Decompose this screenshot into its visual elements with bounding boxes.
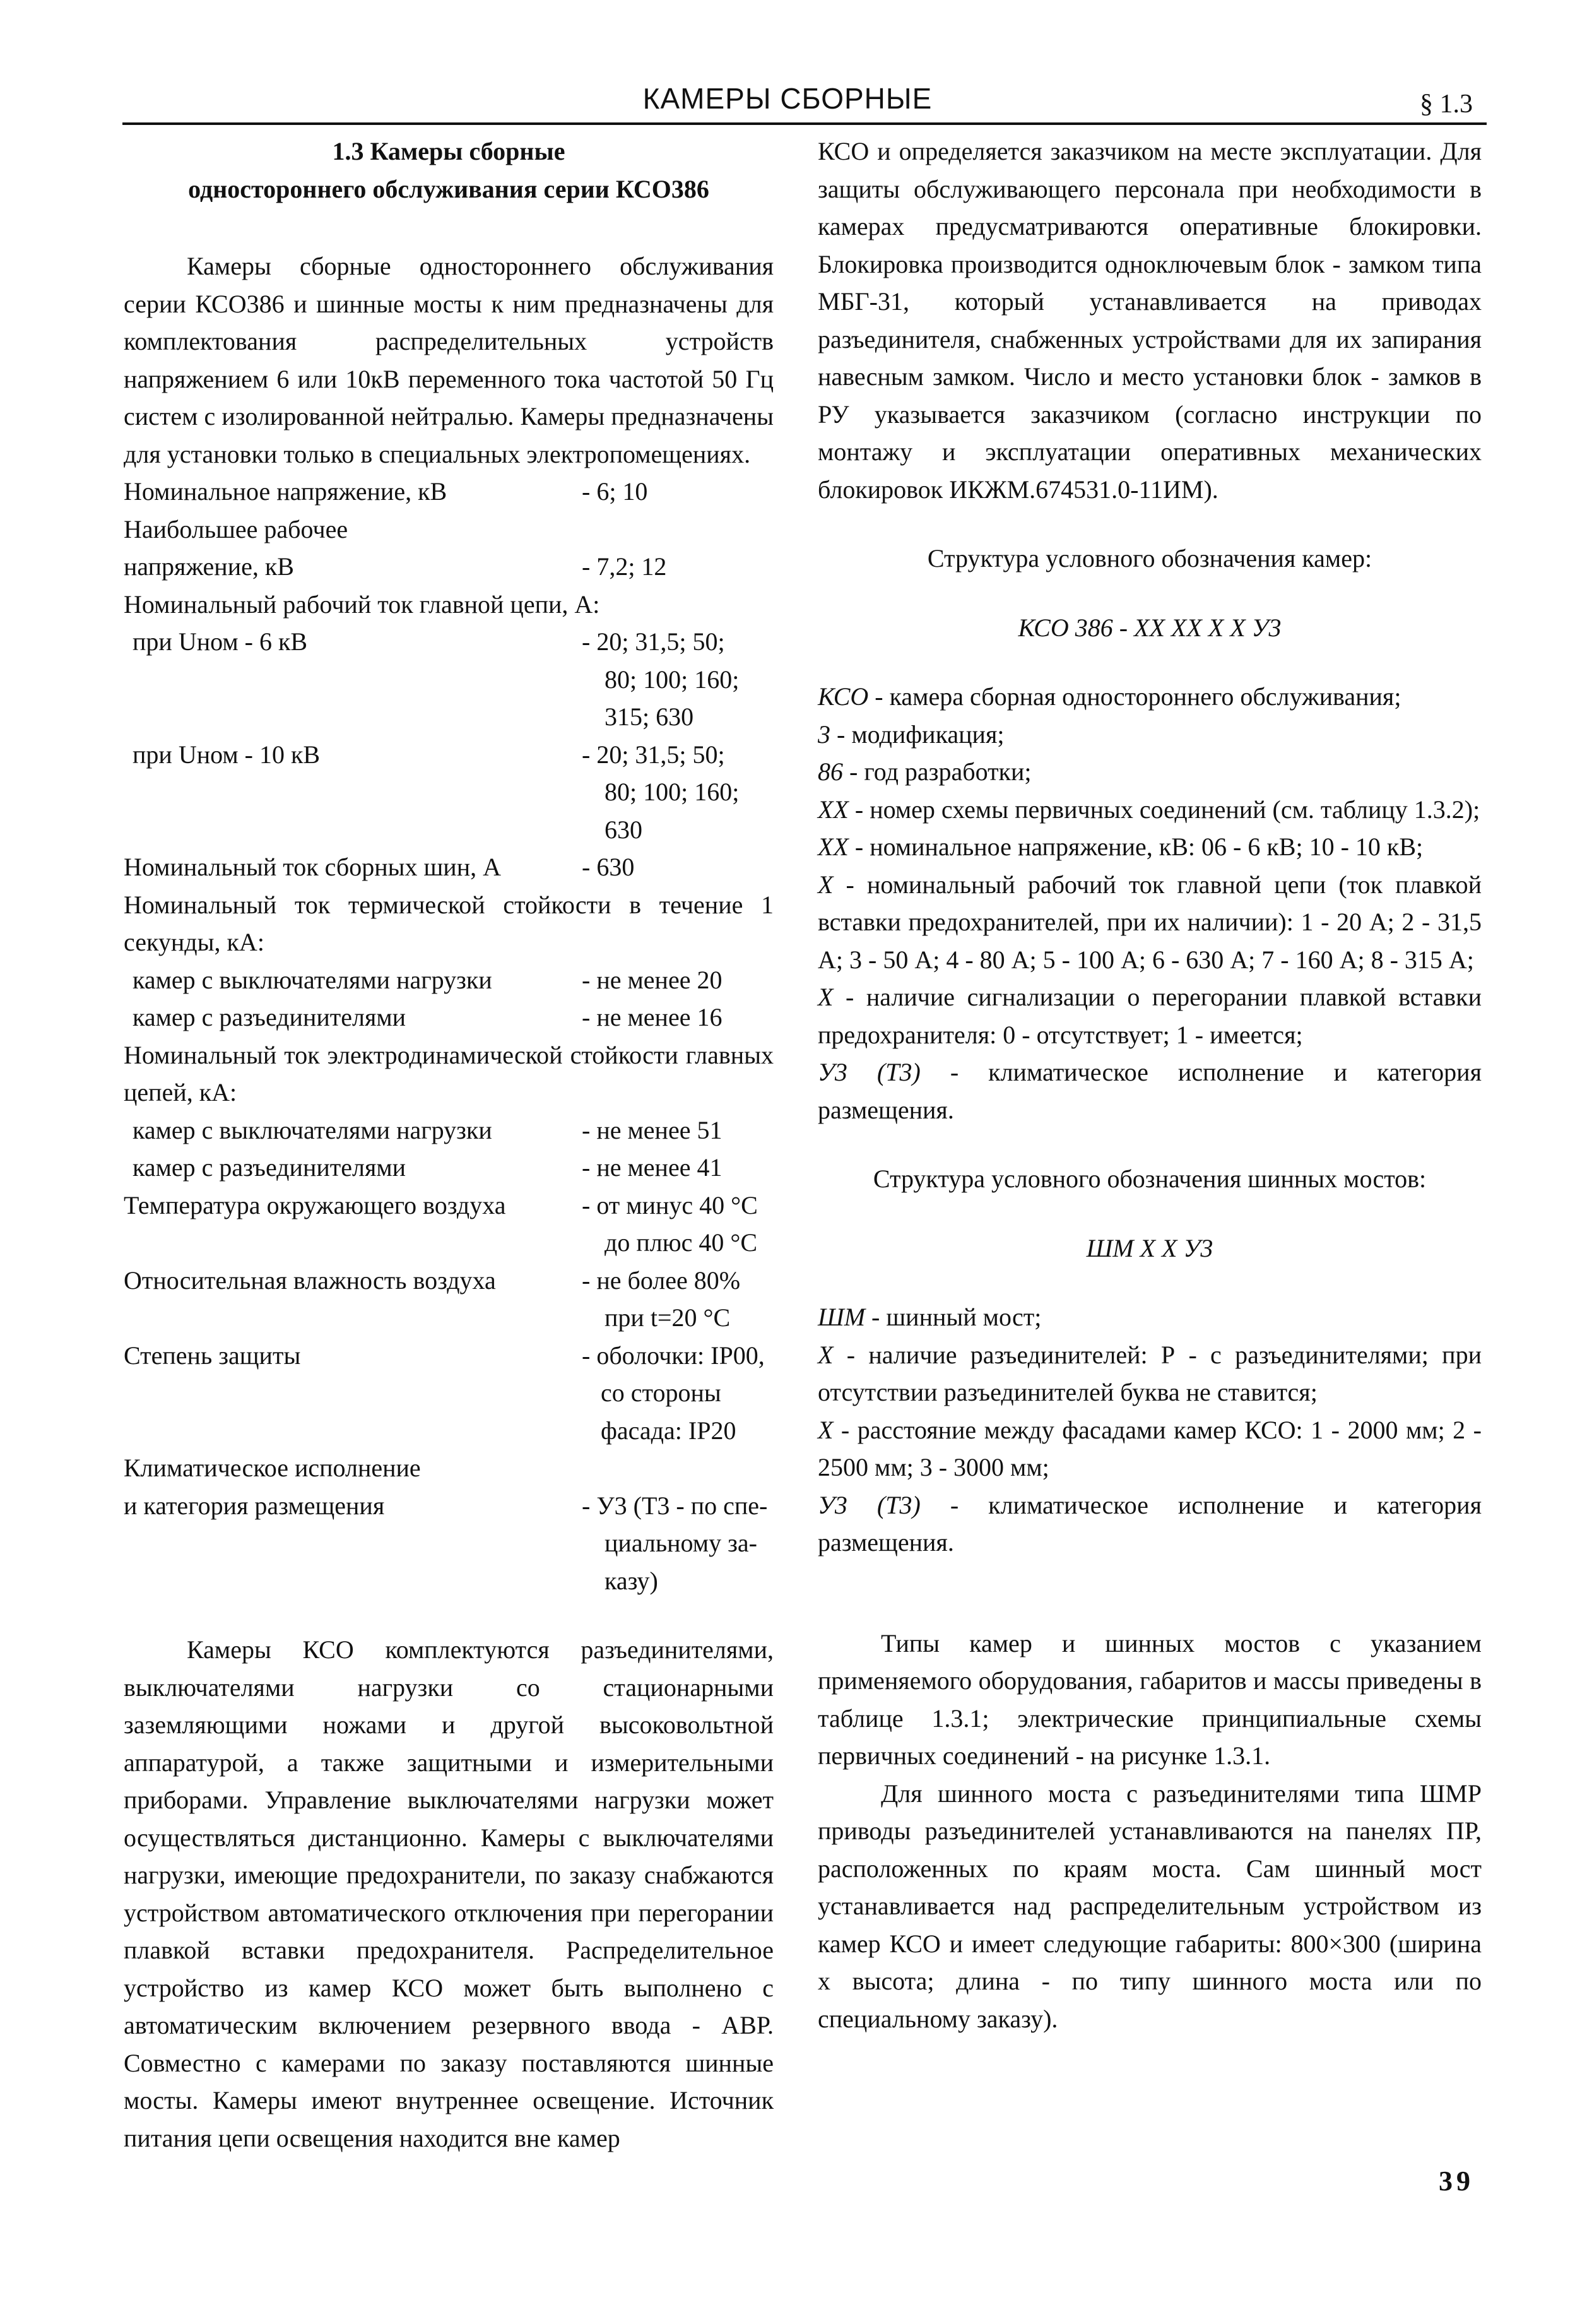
spec-value: [582, 623, 774, 736]
spec-row: [124, 1149, 774, 1187]
legend-text: - расстояние между фасадами камер КСО: 1 - 2000 мм; 2 - 2500 мм; 3 - 3000 мм;: [818, 1415, 1482, 1481]
spacer: [818, 1562, 1482, 1593]
spec-label: Номинальное напряжение, кВ: [124, 477, 447, 506]
legend-item: [818, 791, 1482, 829]
spec-label: Номинальный рабочий ток главной цепи, А:: [124, 590, 600, 619]
intro-paragraph: Камеры сборные одностороннего обслуживания серии КСО386 и шинные мосты к ним предназначены для комплектования распределительных устройств напряжением 6 или 10кВ переменного тока частотой 50 Гц систем с изолированной нейтралью. Камеры предназначены для установки только в специальных электропомещениях.: [124, 252, 774, 468]
structure-title-cameras: Структура условного обозначения камер:: [927, 544, 1372, 572]
spec-value-line: - 20; 31,5; 50;: [582, 627, 725, 656]
section-heading-line1: 1.3 Камеры сборные: [332, 137, 565, 165]
spec-value-line: при t=20 °С: [605, 1303, 731, 1332]
spec-row: [124, 848, 774, 886]
spec-value-line: - У3 (Т3 - по спе-: [582, 1491, 768, 1520]
spec-table: [124, 473, 774, 1599]
spec-value: - 630: [582, 853, 635, 881]
legend-term: 3: [818, 720, 830, 749]
spec-value: - не менее 16: [582, 1003, 723, 1031]
spec-value: [582, 1337, 774, 1450]
spec-label: Номинальный ток термической стойкости в течение 1 секунды, кА:: [124, 890, 774, 956]
spec-label: Степень защиты: [124, 1341, 301, 1370]
spec-row: [124, 736, 774, 849]
designation-legend-bridges: [818, 1298, 1482, 1562]
running-header-title: КАМЕРЫ СБОРНЫЕ: [642, 82, 933, 115]
legend-term: 86: [818, 757, 843, 786]
spec-label: Наибольшее рабочее: [124, 514, 348, 543]
spec-value-line: - оболочки: IP00,: [582, 1341, 765, 1370]
spec-row: [124, 1036, 774, 1112]
spec-value-line: 80; 100; 160;: [605, 778, 740, 806]
spec-row: [124, 1487, 774, 1600]
legend-item: [818, 1336, 1482, 1411]
spec-value-line: циальному за-: [605, 1529, 757, 1557]
legend-term: ХХ: [818, 833, 849, 861]
legend-item: [818, 1298, 1482, 1336]
spacer: [124, 1599, 774, 1631]
spec-value-line: - от минус 40 °С: [582, 1190, 758, 1219]
spec-label: Номинальный ток электродинамической стойкости главных цепей, кА:: [124, 1040, 774, 1106]
legend-text: - год разработки;: [843, 757, 1032, 786]
spec-value-line: 315; 630: [605, 703, 694, 731]
legend-text: - климатическое исполнение и категория размещения.: [818, 1490, 1482, 1556]
spec-row: [124, 1449, 774, 1487]
legend-text: - климатическое исполнение и категория размещения.: [818, 1058, 1482, 1124]
spacer: [818, 1267, 1482, 1298]
spec-row: [124, 961, 774, 999]
legend-item: [818, 678, 1482, 716]
continuation-paragraph: КСО и определяется заказчиком на месте эксплуатации. Для защиты обслуживающего персонала при необходимости в камерах предусматриваются оперативные блокировки. Блокировка производится одноключевым блок - замком типа МБГ-31, который устанавливается на приводах разъединителя, снабженных устройствами для их запирания навесным замком. Число и место установки блок - замков в РУ указывается заказчиком (согласно инструкции по монтажу и эксплуатации оперативных механических блокировок ИКЖМ.674531.0-11ИМ).: [818, 137, 1482, 504]
left-column: [124, 133, 774, 2157]
legend-term: Х: [818, 1340, 834, 1369]
legend-text: - номинальный рабочий ток главной цепи (ток плавкой вставки предохранителей, при их наличии): 1 - 20 А; 2 - 31,5 А; 3 - 50 А; 4 - 80 А; 5 - 100 А; 6 - 630 А; 7 - 160 А; 8 - 315 А;: [818, 870, 1482, 974]
legend-item: [818, 1053, 1482, 1129]
legend-item: [818, 716, 1482, 754]
section-heading: [124, 133, 774, 208]
spacer: [818, 646, 1482, 678]
legend-item: [818, 828, 1482, 866]
spec-label: камер с выключателями нагрузки: [133, 965, 492, 994]
legend-text: - номер схемы первичных соединений (см. таблицу 1.3.2);: [848, 795, 1480, 824]
legend-item: [818, 1486, 1482, 1562]
spec-label: камер с выключателями нагрузки: [133, 1115, 492, 1144]
spacer: [818, 578, 1482, 609]
spec-label: при Uном - 10 кВ: [133, 740, 321, 769]
legend-term: Х: [818, 983, 834, 1011]
spec-value: [582, 1187, 774, 1262]
designation-formula-bridges: ШМ Х Х У3: [1086, 1233, 1213, 1262]
spec-row: [124, 548, 774, 586]
spacer: [818, 508, 1482, 540]
right-column: [818, 133, 1482, 2037]
legend-text: - номинальное напряжение, кВ: 06 - 6 кВ; 10 - 10 кВ;: [848, 833, 1424, 861]
section-heading-line2: одностороннего обслуживания серии КСО386: [188, 175, 709, 203]
spec-value: [582, 1262, 774, 1337]
spec-row: [124, 1262, 774, 1337]
spec-row: [124, 886, 774, 961]
spec-row: [124, 1337, 774, 1450]
legend-item: [818, 1411, 1482, 1486]
spec-value-line: 630: [605, 815, 642, 844]
spec-value-line: до плюс 40 °С: [605, 1228, 758, 1257]
header-rule: [122, 122, 1487, 125]
spec-row: [124, 1187, 774, 1262]
legend-term: Х: [818, 870, 834, 899]
designation-formula-cameras: КСО 386 - ХХ ХХ Х Х У3: [1018, 613, 1282, 642]
spec-value: [582, 1487, 774, 1600]
legend-text: - шинный мост;: [865, 1303, 1042, 1331]
legend-term: КСО: [818, 682, 869, 711]
spec-row: [124, 586, 774, 624]
spacer: [818, 1129, 1482, 1160]
legend-text: - наличие разъединителей: Р - с разъединителями; при отсутствии разъединителей буква не ставится;: [818, 1340, 1482, 1406]
spec-row: [124, 473, 774, 511]
spacer: [818, 1593, 1482, 1625]
spec-value-line: казу): [605, 1566, 658, 1595]
spec-value: [582, 736, 774, 849]
legend-term: ШМ: [818, 1303, 866, 1331]
spec-value-line: фасада: IP20: [601, 1416, 736, 1445]
spec-label: при Uном - 6 кВ: [133, 627, 308, 656]
spec-value: - не менее 41: [582, 1153, 723, 1182]
spec-label: и категория размещения: [124, 1491, 385, 1520]
legend-item: [818, 978, 1482, 1053]
spec-value: - 7,2; 12: [582, 552, 667, 581]
spec-value-line: - не более 80%: [582, 1266, 741, 1295]
legend-term: Х: [818, 1415, 834, 1444]
spec-label: камер с разъединителями: [133, 1003, 406, 1031]
running-header-section: § 1.3: [1420, 90, 1473, 119]
spec-label: Номинальный ток сборных шин, А: [124, 853, 502, 881]
legend-term: ХХ: [818, 795, 849, 824]
spec-label: напряжение, кВ: [124, 552, 294, 581]
legend-term: У3 (Т3): [818, 1058, 921, 1086]
designation-legend-cameras: [818, 678, 1482, 1129]
spec-row: [124, 623, 774, 736]
busbar-bridge-paragraph: Для шинного моста с разъединителями типа ШМР приводы разъединителей устанавливаются на панелях ПР, расположенных по краям моста. Сам шинный мост устанавливается над распределительным устройством из камер КСО и имеет следующие габариты: 800×300 (ширина х высота; длина - по типу шинного моста или по специальному заказу).: [818, 1779, 1482, 2033]
spacer: [818, 1198, 1482, 1230]
legend-term: У3 (Т3): [818, 1490, 921, 1519]
spec-value: - не менее 20: [582, 965, 723, 994]
legend-text: - камера сборная одностороннего обслуживания;: [868, 682, 1401, 711]
legend-item: [818, 753, 1482, 791]
spec-label: Климатическое исполнение: [124, 1454, 421, 1482]
spec-value: - 6; 10: [582, 477, 648, 506]
types-paragraph: Типы камер и шинных мостов с указанием применяемого оборудования, габаритов и массы приведены в таблице 1.3.1; электрические принципиальные схемы первичных соединений - на рисунке 1.3.1.: [818, 1628, 1482, 1770]
spec-value-line: со стороны: [601, 1378, 721, 1407]
spec-row: [124, 511, 774, 548]
body-paragraph: Камеры КСО комплектуются разъединителями, выключателями нагрузки со стационарными заземляющими ножами и другой высоковольтной аппаратурой, а также защитными и измерительными приборами. Управление выключателями нагрузки может осуществляться дистанционно. Камеры с выключателями нагрузки, имеющие предохранители, по заказу снабжаются устройством автоматического отключения при перегорании плавкой вставки предохранителя. Распределительное устройство из камер КСО может быть выполнено с автоматическим включением резервного ввода - АВР. Совместно с камерами по заказу поставляются шинные мосты. Камеры имеют внутреннее освещение. Источник питания цепи освещения находится вне камер: [124, 1635, 774, 2152]
spec-label: Температура окружающего воздуха: [124, 1190, 506, 1219]
legend-item: [818, 866, 1482, 979]
page-number: 39: [1439, 2166, 1474, 2197]
structure-title-bridges: Структура условного обозначения шинных мостов:: [873, 1165, 1427, 1193]
spec-label: камер с разъединителями: [133, 1153, 406, 1182]
spec-value-line: - 20; 31,5; 50;: [582, 740, 725, 769]
legend-text: - наличие сигнализации о перегорании плавкой вставки предохранителя: 0 - отсутствует; 1 - имеется;: [818, 983, 1482, 1049]
spec-label: Относительная влажность воздуха: [124, 1266, 496, 1295]
spec-row: [124, 1112, 774, 1149]
spec-value: - не менее 51: [582, 1115, 723, 1144]
legend-text: - модификация;: [830, 720, 1005, 749]
spec-row: [124, 999, 774, 1036]
spec-value-line: 80; 100; 160;: [605, 665, 740, 694]
